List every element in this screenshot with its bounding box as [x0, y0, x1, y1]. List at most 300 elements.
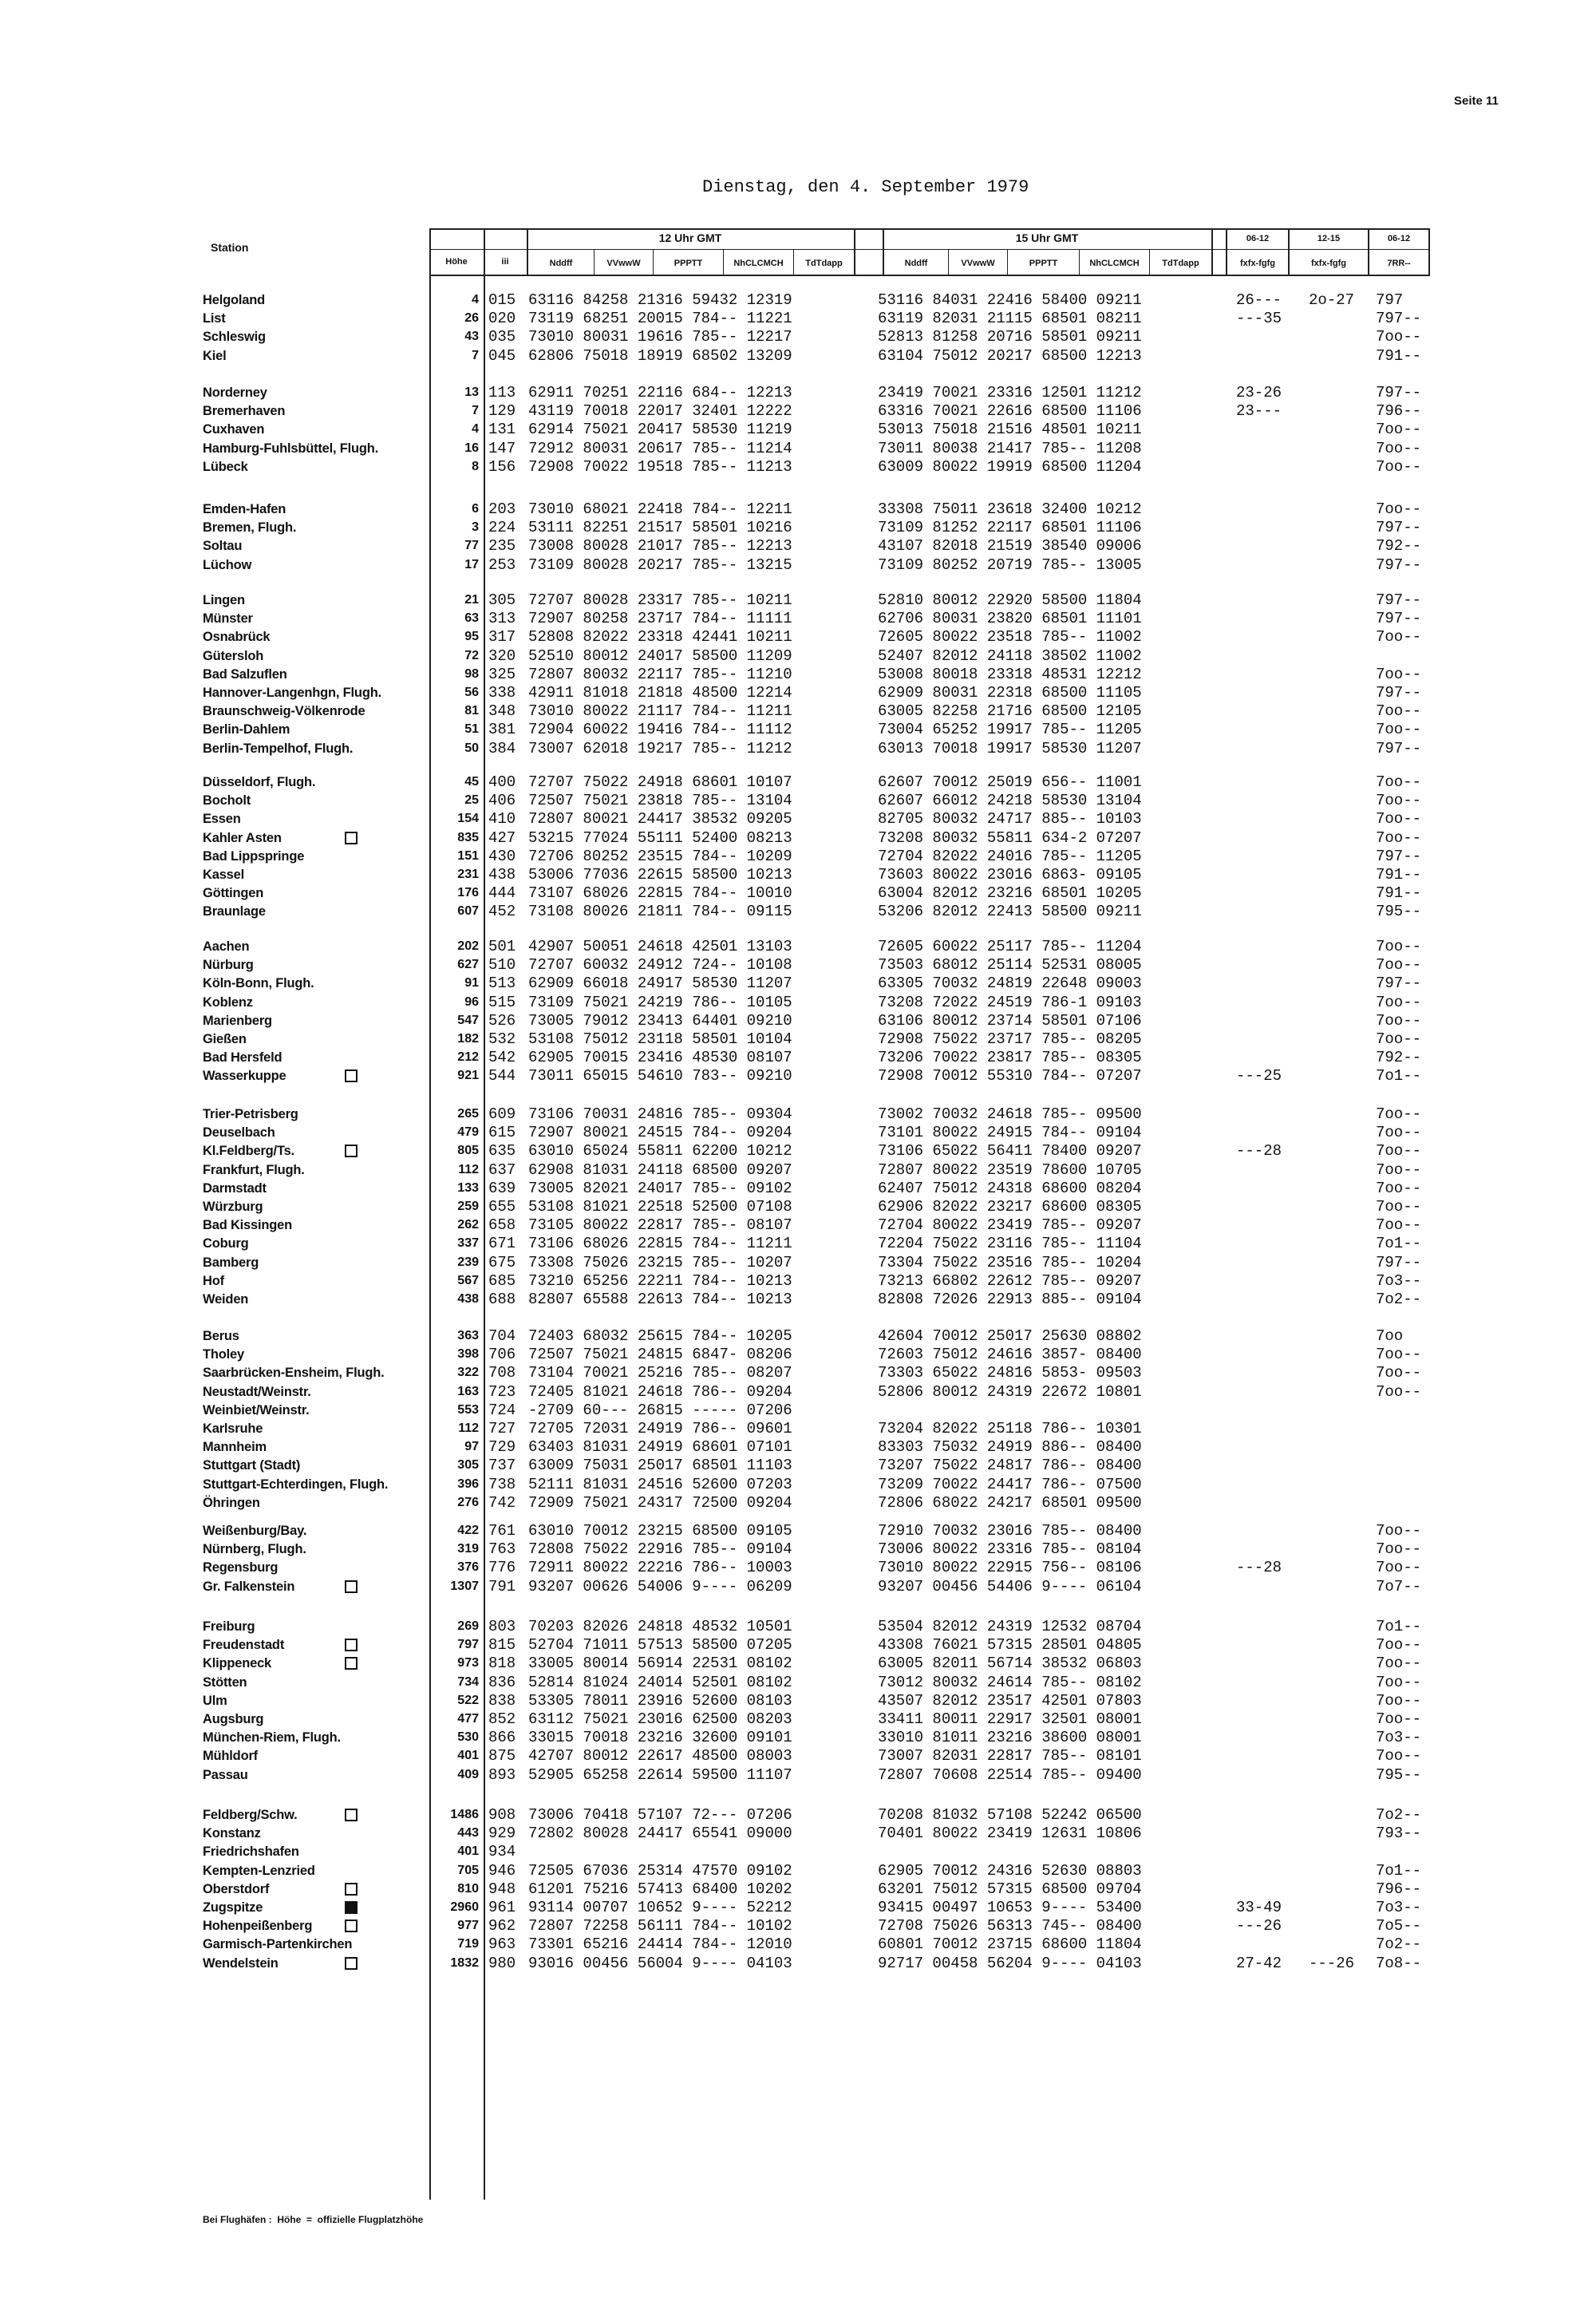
table-row: [0, 865, 1596, 884]
col-06-12-rr: 7oo--: [1376, 1011, 1422, 1030]
station-name: Darmstadt: [203, 1180, 267, 1196]
station-name: Weinbiet/Weinstr.: [203, 1402, 310, 1417]
station-code: 430: [488, 847, 516, 865]
obs-12-utc: 63112 75021 23016 62500 08203: [528, 1710, 792, 1728]
obs-15-utc: 73109 80252 20719 785-- 13005: [878, 555, 1142, 574]
col-06-12-rr: 7oo--: [1376, 665, 1422, 683]
table-row: [0, 1030, 1596, 1049]
obs-15-utc: 73007 82031 22817 785-- 08101: [878, 1747, 1142, 1765]
station-code: 723: [488, 1382, 516, 1401]
station-name: Wendelstein: [203, 1955, 279, 1971]
obs-12-utc: 73011 65015 54610 783-- 09210: [528, 1067, 792, 1085]
obs-15-utc: 63104 75012 20217 68500 12213: [878, 346, 1142, 365]
header-col1-top: 06-12: [1246, 234, 1270, 243]
obs-12-utc: 72909 75021 24317 72500 09204: [528, 1493, 792, 1512]
station-code: 963: [488, 1935, 516, 1954]
obs-15-utc: 82705 80032 24717 885-- 10103: [878, 810, 1142, 828]
station-name: Lingen: [203, 593, 245, 607]
station-name: Hof: [203, 1273, 224, 1288]
station-name: Tholey: [203, 1347, 244, 1362]
station-code: 544: [488, 1067, 516, 1085]
obs-15-utc: 63316 70021 22616 68500 11106: [878, 402, 1142, 421]
obs-15-utc: 52813 81258 20716 58501 09211: [878, 328, 1142, 346]
obs-15-utc: 92717 00458 56204 9---- 04103: [878, 1954, 1142, 1972]
station-name: Friedrichshafen: [203, 1844, 299, 1860]
station-code: 235: [488, 537, 516, 555]
obs-15-utc: 72704 80022 23419 785-- 09207: [878, 1216, 1142, 1235]
station-code: 410: [488, 810, 516, 828]
col-06-12-rr: 7oo--: [1376, 421, 1422, 439]
col-06-12-rr: 7o2--: [1376, 1291, 1422, 1308]
station-name: Braunschweig-Völkenrode: [203, 704, 365, 719]
obs-15-utc: 73207 75022 24817 786-- 08400: [878, 1457, 1142, 1475]
obs-12-utc: 72507 75021 24815 6847- 08206: [528, 1346, 792, 1364]
station-name: Essen: [203, 812, 241, 827]
col-06-12-rr: 7oo--: [1376, 1030, 1422, 1048]
col-06-12-rr: 797--: [1376, 1253, 1422, 1271]
obs-15-utc: 43107 82018 21519 38540 09006: [878, 537, 1142, 555]
station-name: Emden-Hafen: [203, 502, 286, 516]
station-code: 803: [488, 1618, 516, 1635]
table-row: [0, 1765, 1596, 1785]
station-code: 526: [488, 1011, 516, 1030]
obs-12-utc: 72707 80028 23317 785-- 10211: [528, 591, 792, 609]
header-station: Station: [211, 241, 249, 254]
col-06-12: 23-26: [1236, 384, 1282, 401]
station-height: 8: [472, 459, 479, 473]
table-row: [0, 1954, 1596, 1973]
table-row: [0, 683, 1596, 702]
station-name: Hamburg-Fuhlsbüttel, Flugh.: [203, 441, 379, 456]
table-row: [0, 1617, 1596, 1636]
station-height: 977: [457, 1919, 479, 1933]
station-name: Augsburg: [203, 1712, 264, 1726]
station-code: 948: [488, 1880, 516, 1898]
table-row: [0, 1710, 1596, 1729]
obs-15-utc: 53008 80018 23318 48531 12212: [878, 665, 1142, 683]
col-06-12-rr: 797--: [1376, 384, 1422, 401]
station-name: Deuselbach: [203, 1125, 275, 1141]
table-row: [0, 1861, 1596, 1880]
col-06-12-rr: 797--: [1376, 310, 1422, 328]
station-code: 452: [488, 903, 516, 921]
obs-12-utc: 73006 70418 57107 72--- 07206: [528, 1806, 792, 1824]
station-name: Bremen, Flugh.: [203, 520, 297, 536]
obs-12-utc: -2709 60--- 26815 ----- 07206: [528, 1401, 792, 1419]
empty-square-icon: [345, 1657, 358, 1670]
obs-15-utc: 42604 70012 25017 25630 08802: [878, 1327, 1142, 1345]
table-row: [0, 1066, 1596, 1085]
col-06-12-rr: 797--: [1376, 610, 1422, 628]
header-col2-top: 12-15: [1317, 234, 1341, 243]
obs-12-utc: 72802 80028 24417 65541 09000: [528, 1825, 792, 1843]
station-name: Kahler Asten: [203, 830, 282, 845]
col-06-12: 27-42: [1236, 1954, 1282, 1972]
obs-12-utc: 72807 80032 22117 785-- 11210: [528, 665, 792, 683]
col-06-12-rr: 7oo: [1376, 1327, 1404, 1345]
station-name: Marienberg: [203, 1013, 272, 1028]
obs-15-utc: 73010 80022 22915 756-- 08106: [878, 1559, 1142, 1577]
obs-15-utc: 73204 82022 25118 786-- 10301: [878, 1420, 1142, 1437]
station-name: Braunlage: [203, 904, 266, 919]
col-06-12-rr: 7oo--: [1376, 810, 1422, 828]
station-height: 477: [457, 1712, 479, 1726]
obs-15-utc: 70401 80022 23419 12631 10806: [878, 1825, 1142, 1843]
station-height: 176: [457, 886, 479, 900]
obs-12-utc: 53111 82251 21517 58501 10216: [528, 519, 792, 537]
col-06-12-rr: 7o1--: [1376, 1861, 1422, 1880]
station-height: 337: [457, 1236, 479, 1251]
obs-15-utc: 72605 60022 25117 785-- 11204: [878, 938, 1142, 955]
station-height: 7: [472, 348, 479, 362]
col-06-12-rr: 7oo--: [1376, 721, 1422, 739]
col-06-12-rr: 7oo--: [1376, 500, 1422, 518]
station-code: 639: [488, 1179, 516, 1197]
table-row: [0, 1253, 1596, 1272]
station-height: 973: [457, 1656, 479, 1670]
obs-12-utc: 82807 65588 22613 784-- 10213: [528, 1291, 792, 1308]
col-06-12-rr: 7oo--: [1376, 1216, 1422, 1235]
station-height: 16: [464, 441, 479, 455]
col-06-12-rr: 7o3--: [1376, 1729, 1422, 1747]
station-height: 231: [457, 868, 479, 881]
station-code: 406: [488, 792, 516, 810]
station-name: Öhringen: [203, 1495, 260, 1510]
station-name: Kempten-Lenzried: [203, 1863, 315, 1878]
obs-12-utc: 73301 65216 24414 784-- 12010: [528, 1935, 792, 1954]
station-name: München-Riem, Flugh.: [203, 1730, 341, 1746]
obs-15-utc: 72807 80022 23519 78600 10705: [878, 1160, 1142, 1179]
table-row: [0, 1456, 1596, 1475]
obs-12-utc: 73104 70021 25216 785-- 08207: [528, 1364, 792, 1382]
station-name: Gütersloh: [203, 648, 264, 663]
obs-15-utc: 72908 70012 55310 784-- 07207: [878, 1067, 1142, 1085]
col-12-15: ---26: [1309, 1954, 1355, 1972]
obs-12-utc: 93114 00707 10652 9---- 52212: [528, 1899, 792, 1916]
obs-12-utc: 42907 50051 24618 42501 13103: [528, 938, 792, 955]
station-code: 866: [488, 1729, 516, 1747]
col-06-12-rr: 7oo--: [1376, 1636, 1422, 1655]
station-code: 637: [488, 1160, 516, 1179]
station-height: 202: [457, 939, 479, 953]
obs-12-utc: 73010 80022 21117 784-- 11211: [528, 702, 792, 721]
footnote: Bei Flughäfen : Höhe = offizielle Flugplatzhöhe: [203, 2214, 424, 2225]
obs-12-utc: 33015 70018 23216 32600 09101: [528, 1729, 792, 1747]
station-code: 671: [488, 1235, 516, 1253]
col-06-12-rr: 797--: [1376, 591, 1422, 609]
header-12-sub-1: Nddff: [549, 259, 573, 268]
station-height: 553: [457, 1402, 479, 1417]
table-row: [0, 346, 1596, 366]
station-code: 763: [488, 1540, 516, 1559]
filled-square-icon: [345, 1901, 358, 1914]
station-name: Osnabrück: [203, 630, 271, 645]
obs-15-utc: 72603 75012 24616 3857- 08400: [878, 1346, 1142, 1364]
empty-square-icon: [345, 1069, 358, 1082]
station-code: 836: [488, 1673, 516, 1691]
table-row: [0, 791, 1596, 810]
station-code: 961: [488, 1899, 516, 1916]
station-height: 2960: [450, 1900, 479, 1914]
station-height: 154: [457, 812, 479, 826]
header-15-sub-2: VVwwW: [961, 259, 995, 268]
station-name: Garmisch-Partenkirchen: [203, 1937, 353, 1952]
col-06-12-rr: 7oo--: [1376, 956, 1422, 975]
obs-12-utc: 62911 70251 22116 684-- 12213: [528, 384, 792, 401]
obs-12-utc: 72807 80021 24417 38532 09205: [528, 810, 792, 828]
obs-15-utc: 62706 80031 23820 68501 11101: [878, 610, 1142, 628]
obs-15-utc: 33308 75011 23618 32400 10212: [878, 500, 1142, 518]
col-06-12-rr: 7oo--: [1376, 1673, 1422, 1691]
obs-15-utc: 93207 00456 54406 9---- 06104: [878, 1577, 1142, 1595]
obs-15-utc: 62607 66012 24218 58530 13104: [878, 792, 1142, 810]
obs-12-utc: 72507 75021 23818 785-- 13104: [528, 792, 792, 810]
col-06-12-rr: 7o3--: [1376, 1271, 1422, 1290]
table-row: [0, 1673, 1596, 1692]
header-col3-sub: 7RR--: [1387, 259, 1411, 268]
station-height: 26: [464, 311, 479, 326]
col-06-12-rr: 7oo--: [1376, 628, 1422, 646]
col-06-12-rr: 7oo--: [1376, 1540, 1422, 1559]
col-06-12-rr: 7oo--: [1376, 457, 1422, 476]
station-name: Weiden: [203, 1292, 249, 1307]
station-height: 91: [464, 976, 479, 990]
col-06-12-rr: 7o2--: [1376, 1935, 1422, 1954]
station-name: Göttingen: [203, 886, 264, 901]
col-06-12-rr: 7oo--: [1376, 1522, 1422, 1540]
station-name: List: [203, 311, 226, 326]
obs-15-utc: 63201 75012 57315 68500 09704: [878, 1880, 1142, 1898]
obs-12-utc: 62806 75018 18919 68502 13209: [528, 346, 792, 365]
station-height: 4: [472, 293, 479, 306]
obs-12-utc: 63403 81031 24919 68601 07101: [528, 1438, 792, 1457]
table-row: [0, 773, 1596, 792]
obs-12-utc: 53215 77024 55111 52400 08213: [528, 828, 792, 847]
station-code: 708: [488, 1364, 516, 1382]
table-row: [0, 1141, 1596, 1160]
obs-15-utc: 73109 81252 22117 68501 11106: [878, 519, 1142, 537]
col-06-12-rr: 7oo--: [1376, 993, 1422, 1011]
obs-15-utc: 52810 80012 22920 58500 11804: [878, 591, 1142, 609]
station-code: 761: [488, 1522, 516, 1540]
table-row: [0, 1401, 1596, 1420]
header-12-sub-4: NhCLCMCH: [733, 259, 784, 268]
station-code: 934: [488, 1843, 516, 1861]
obs-15-utc: 63005 82011 56714 38532 06803: [878, 1655, 1142, 1673]
table-row: [0, 627, 1596, 646]
station-height: 376: [457, 1560, 479, 1575]
station-name: Gr. Falkenstein: [203, 1579, 295, 1594]
header-15-sub-1: Nddff: [904, 259, 928, 268]
station-name: Bad Hersfeld: [203, 1050, 282, 1066]
station-height: 835: [457, 830, 479, 844]
obs-12-utc: 73008 80028 21017 785-- 12213: [528, 537, 792, 555]
empty-square-icon: [345, 1920, 358, 1932]
table-row: [0, 1290, 1596, 1309]
col-06-12-rr: 791--: [1376, 884, 1422, 903]
station-code: 381: [488, 721, 516, 739]
obs-15-utc: 53206 82012 22413 58500 09211: [878, 903, 1142, 921]
station-code: 427: [488, 828, 516, 847]
obs-12-utc: 63009 75031 25017 68501 11103: [528, 1457, 792, 1475]
table-row: [0, 1805, 1596, 1825]
table-row: [0, 609, 1596, 628]
station-code: 655: [488, 1198, 516, 1216]
station-name: Oberstdorf: [203, 1881, 270, 1896]
header-col2-sub: fxfx-fgfg: [1311, 259, 1346, 268]
obs-12-utc: 52704 71011 57513 58500 07205: [528, 1636, 792, 1655]
page-number: Seite 11: [1454, 94, 1499, 108]
station-code: 384: [488, 739, 516, 757]
col-06-12: ---28: [1236, 1559, 1282, 1577]
station-height: 151: [457, 848, 479, 863]
col-06-12: ---28: [1236, 1142, 1282, 1160]
station-height: 63: [464, 611, 479, 626]
obs-15-utc: 93415 00497 10653 9---- 53400: [878, 1899, 1142, 1916]
station-code: 609: [488, 1105, 516, 1123]
station-name: Soltau: [203, 539, 243, 554]
col-06-12-rr: 7oo--: [1376, 1691, 1422, 1710]
obs-15-utc: 82808 72026 22913 885-- 09104: [878, 1291, 1142, 1308]
station-code: 815: [488, 1636, 516, 1655]
table-row: [0, 1558, 1596, 1577]
table-row: [0, 1160, 1596, 1180]
station-name: Karlsruhe: [203, 1421, 263, 1436]
station-height: 112: [458, 1162, 479, 1176]
obs-15-utc: 73209 70022 24417 786-- 07500: [878, 1475, 1142, 1493]
station-name: Trier-Petrisberg: [203, 1107, 298, 1121]
station-name: Helgoland: [203, 293, 265, 307]
obs-15-utc: 53504 82012 24319 12532 08704: [878, 1618, 1142, 1635]
obs-12-utc: 73005 79012 23413 64401 09210: [528, 1011, 792, 1030]
table-row: [0, 1271, 1596, 1291]
obs-12-utc: 52808 82022 23318 42441 10211: [528, 628, 792, 646]
obs-15-utc: 72908 75022 23717 785-- 08205: [878, 1030, 1142, 1048]
station-height: 262: [457, 1218, 479, 1232]
station-code: 320: [488, 646, 516, 665]
table-row: [0, 518, 1596, 537]
obs-12-utc: 72707 75022 24918 68601 10107: [528, 773, 792, 791]
obs-12-utc: 72403 68032 25615 784-- 10205: [528, 1327, 792, 1345]
station-code: 338: [488, 684, 516, 702]
obs-15-utc: 73106 65022 56411 78400 09207: [878, 1142, 1142, 1160]
obs-12-utc: 72912 80031 20617 785-- 11214: [528, 439, 792, 457]
station-name: Neustadt/Weinstr.: [203, 1384, 311, 1399]
col-06-12: ---35: [1236, 310, 1282, 328]
station-height: 269: [457, 1619, 479, 1633]
table-row: [0, 1216, 1596, 1235]
station-name: Gießen: [203, 1032, 247, 1046]
col-06-12-rr: 797--: [1376, 847, 1422, 865]
station-code: 131: [488, 421, 516, 439]
obs-15-utc: 43507 82012 23517 42501 07803: [878, 1691, 1142, 1710]
table-row: [0, 665, 1596, 684]
obs-15-utc: 52806 80012 24319 22672 10801: [878, 1382, 1142, 1401]
obs-15-utc: 33010 81011 23216 38600 08001: [878, 1729, 1142, 1747]
col-06-12-rr: 792--: [1376, 1049, 1422, 1067]
obs-15-utc: 63305 70032 24819 22648 09003: [878, 975, 1142, 993]
obs-15-utc: 63013 70018 19917 58530 11207: [878, 739, 1142, 757]
table-row: [0, 1635, 1596, 1655]
table-row: [0, 1326, 1596, 1346]
table-row: [0, 1540, 1596, 1559]
station-height: 810: [457, 1881, 479, 1896]
obs-12-utc: 72808 75022 22916 785-- 09104: [528, 1540, 792, 1559]
station-name: Aachen: [203, 939, 250, 954]
obs-15-utc: 73012 80032 24614 785-- 08102: [878, 1673, 1142, 1691]
station-code: 313: [488, 610, 516, 628]
station-code: 962: [488, 1917, 516, 1935]
station-height: 401: [457, 1844, 479, 1859]
col-06-12-rr: 7o5--: [1376, 1917, 1422, 1935]
station-code: 615: [488, 1124, 516, 1142]
table-row: [0, 1475, 1596, 1494]
header-12-sub-3: PPPTT: [674, 259, 703, 268]
empty-square-icon: [345, 1639, 358, 1651]
table-row: [0, 1521, 1596, 1540]
station-code: 147: [488, 439, 516, 457]
obs-15-utc: 53013 75018 21516 48501 10211: [878, 421, 1142, 439]
obs-12-utc: 42707 80012 22617 48500 08003: [528, 1747, 792, 1765]
table-row: [0, 646, 1596, 666]
col-06-12: ---25: [1236, 1067, 1282, 1085]
table-row: [0, 1363, 1596, 1382]
obs-15-utc: 63005 82258 21716 68500 12105: [878, 702, 1142, 721]
col-06-12: 23---: [1236, 402, 1282, 421]
col-06-12-rr: 7oo--: [1376, 828, 1422, 847]
table-row: [0, 1105, 1596, 1124]
obs-12-utc: 72505 67036 25314 47570 09102: [528, 1861, 792, 1880]
station-name: Konstanz: [203, 1826, 261, 1841]
obs-15-utc: 52407 82012 24118 38502 11002: [878, 646, 1142, 665]
col-06-12: 33-49: [1236, 1899, 1282, 1916]
empty-square-icon: [345, 1580, 358, 1593]
table-row: [0, 739, 1596, 758]
station-height: 409: [457, 1767, 479, 1781]
station-height: 25: [464, 793, 479, 808]
station-code: 946: [488, 1861, 516, 1880]
station-height: 17: [464, 557, 479, 571]
station-code: 035: [488, 328, 516, 346]
obs-15-utc: 72204 75022 23116 785-- 11104: [878, 1235, 1142, 1253]
station-height: 51: [464, 722, 479, 737]
obs-15-utc: 72807 70608 22514 785-- 09400: [878, 1765, 1142, 1784]
col-06-12-rr: 7o8--: [1376, 1954, 1422, 1972]
obs-12-utc: 33005 80014 56914 22531 08102: [528, 1655, 792, 1673]
station-code: 020: [488, 310, 516, 328]
header-iii: iii: [501, 257, 509, 267]
station-height: 705: [457, 1863, 479, 1877]
table-row: [0, 1842, 1596, 1861]
obs-12-utc: 53108 81021 22518 52500 07108: [528, 1198, 792, 1216]
station-name: Bad Kissingen: [203, 1218, 293, 1233]
col-06-12-rr: 797--: [1376, 975, 1422, 993]
obs-15-utc: 73208 72022 24519 786-1 09103: [878, 993, 1142, 1011]
col-06-12-rr: 7oo--: [1376, 773, 1422, 791]
col-06-12-rr: 7oo--: [1376, 1655, 1422, 1673]
station-code: 045: [488, 346, 516, 365]
empty-square-icon: [345, 1957, 358, 1970]
table-row: [0, 809, 1596, 828]
table-row: [0, 1691, 1596, 1710]
obs-15-utc: 62905 70012 24316 52630 08803: [878, 1861, 1142, 1880]
station-name: Passau: [203, 1767, 248, 1782]
station-name: Zugspitze: [203, 1900, 263, 1915]
station-height: 530: [457, 1730, 479, 1745]
station-name: Lübeck: [203, 459, 248, 474]
station-height: 43: [464, 330, 479, 344]
obs-12-utc: 63010 65024 55811 62200 10212: [528, 1142, 792, 1160]
